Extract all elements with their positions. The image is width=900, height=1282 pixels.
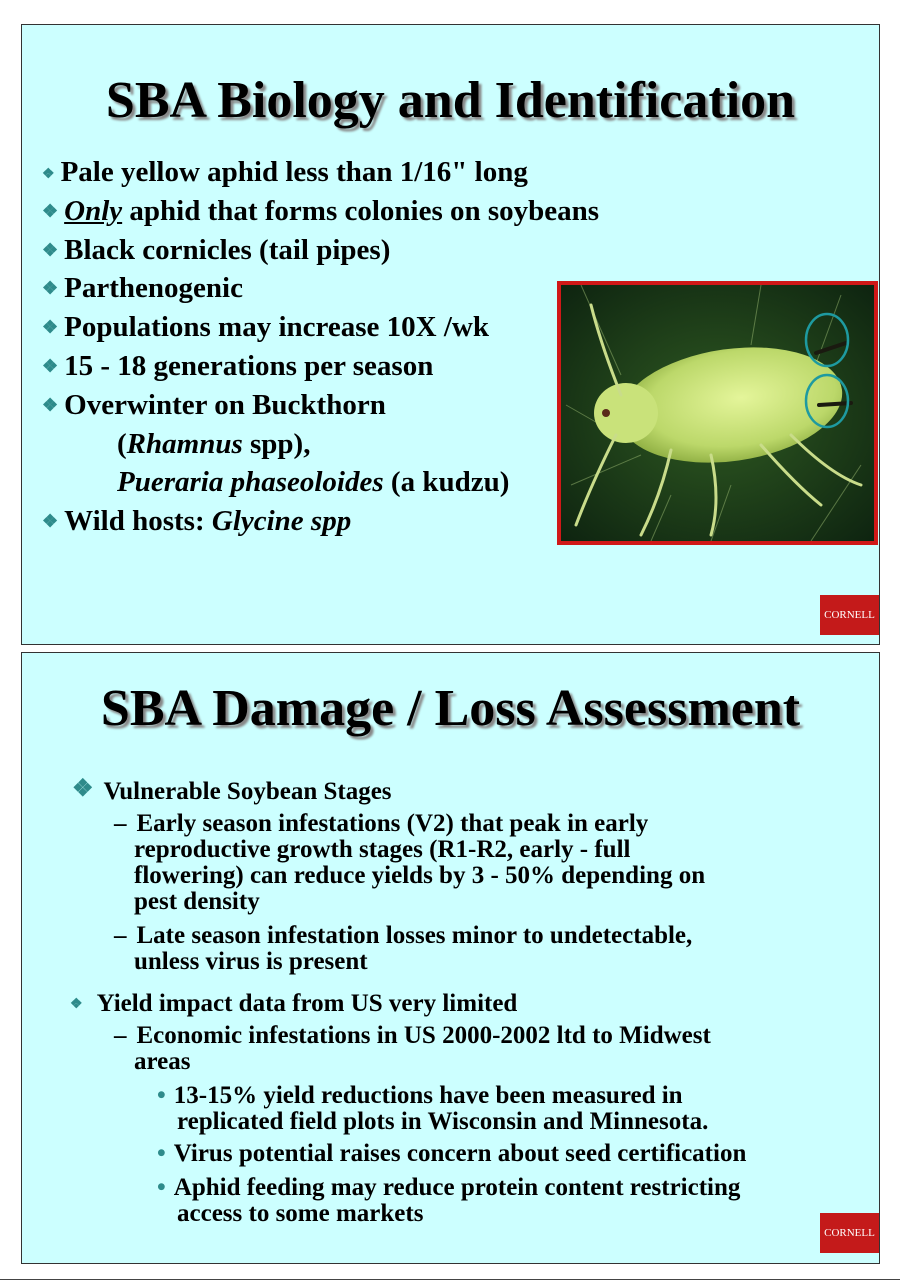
diamond-bullet-icon: ❖ (42, 394, 59, 415)
list-item: ❖ Black cornicles (tail pipes) (42, 233, 391, 266)
list-item: ❖ Wild hosts: Glycine spp (42, 505, 352, 538)
diamond-bullet-icon: ❖ (72, 776, 94, 802)
list-item: ❖ Populations may increase 10X /wk (42, 311, 489, 344)
slide-title: SBA Damage / Loss Assessment (100, 680, 801, 737)
diamond-bullet-icon: ❖ (70, 997, 83, 1012)
cornell-logo: CORNELL (820, 1213, 879, 1253)
list-item: ❖ Yield impact data from US very limited (70, 990, 518, 1017)
cornell-logo: CORNELL (820, 595, 879, 635)
slide-damage (21, 652, 880, 1264)
list-item: • Aphid feeding may reduce protein content restricting access to some markets (157, 1174, 741, 1227)
list-item: ❖ Overwinter on Buckthorn (42, 388, 386, 421)
bullet-list (42, 153, 599, 541)
dot-bullet-icon: • (157, 1174, 166, 1201)
diamond-bullet-icon: ❖ (42, 511, 59, 532)
diamond-bullet-icon: ❖ (42, 355, 59, 376)
list-item: – Late season infestation losses minor to undetectable, unless virus is present (114, 922, 693, 975)
list-item: ❖ 15 - 18 generations per season (42, 349, 434, 382)
slide-biology (21, 24, 880, 645)
list-item: ❖ Vulnerable Soybean Stages (72, 776, 392, 805)
list-item: – Early season infestations (V2) that peak in early reproductive growth stages (R1-R2, early - full flowering) can reduce yields by 3 - 50% depending on pest density (114, 810, 706, 915)
list-item: Pueraria phaseoloides (a kudzu) (117, 466, 510, 499)
list-item: – Economic infestations in US 2000-2002 ltd to Midwest areas (114, 1022, 711, 1075)
diamond-bullet-icon: ❖ (42, 317, 59, 338)
diamond-bullet-icon: ❖ (42, 167, 55, 182)
diamond-bullet-icon: ❖ (42, 278, 59, 299)
slide-title: SBA Biology and Identification (105, 72, 796, 129)
list-item: ❖ Only aphid that forms colonies on soybeans (42, 194, 600, 227)
dot-bullet-icon: • (157, 1140, 166, 1167)
aphid-illustration-icon (561, 285, 874, 541)
list-item: (Rhamnus spp), (117, 427, 311, 460)
list-item: • Virus potential raises concern about seed certification (157, 1140, 747, 1167)
page-divider (0, 1279, 900, 1280)
list-item: ❖ Parthenogenic (42, 272, 243, 305)
diamond-bullet-icon: ❖ (42, 239, 59, 260)
dot-bullet-icon: • (157, 1082, 166, 1109)
diamond-bullet-icon: ❖ (42, 200, 59, 221)
list-item: ❖ Pale yellow aphid less than 1/16" long (42, 156, 528, 188)
aphid-photo (557, 281, 878, 545)
list-item: • 13-15% yield reductions have been measured in replicated field plots in Wisconsin and Minnesota. (157, 1082, 709, 1135)
